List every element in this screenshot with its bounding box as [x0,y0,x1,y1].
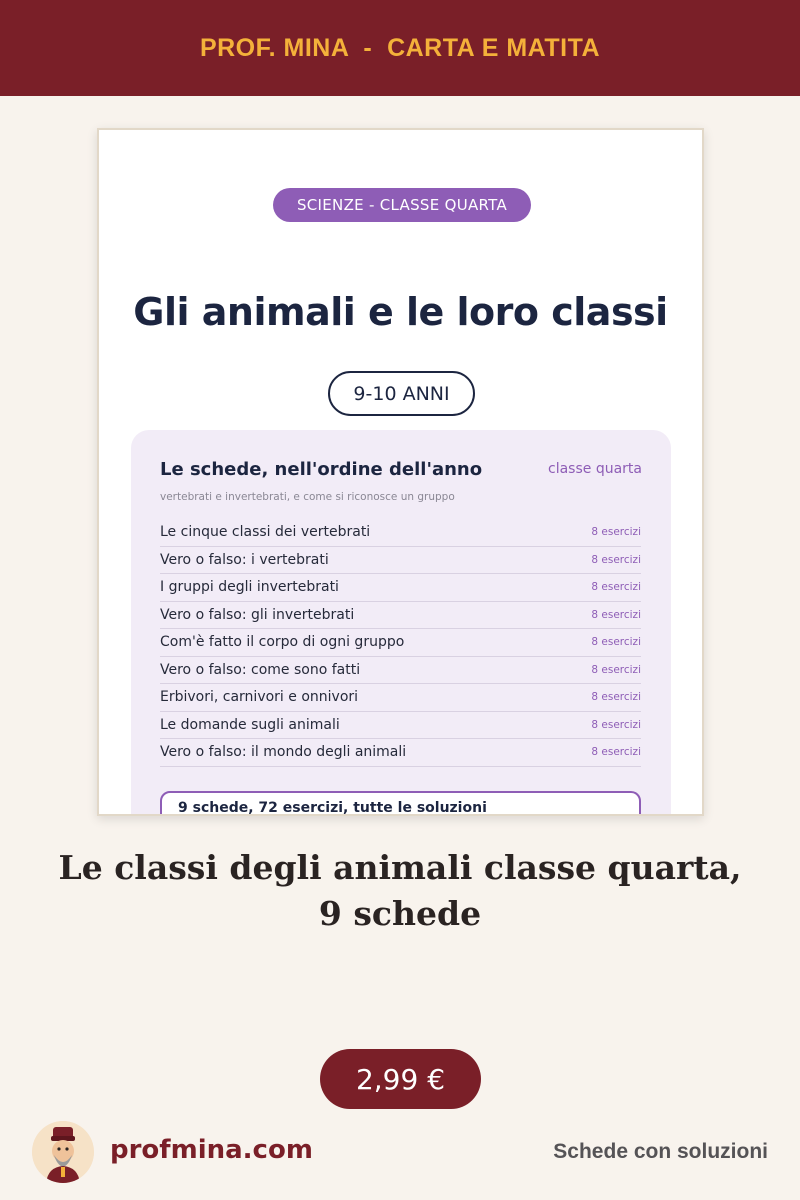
subject-tag: SCIENZE - CLASSE QUARTA [273,188,531,222]
list-item [160,574,641,602]
site-link[interactable]: profmina.com [110,1135,313,1165]
list-item-count: 8 esercizi [591,581,641,594]
list-item-count: 8 esercizi [591,746,641,759]
summary-text: 9 schede, 72 esercizi, tutte le soluzioni [178,800,487,816]
list-item-count: 8 esercizi [591,526,641,539]
list-item [160,519,641,547]
list-item [160,547,641,575]
product-preview-card[interactable] [97,128,704,816]
list-item-name: Le cinque classi dei vertebrati [160,524,371,541]
list-item [160,602,641,630]
footer-tagline: Schede con soluzioni [553,1140,768,1163]
list-item-count: 8 esercizi [591,718,641,731]
list-item-name: Vero o falso: i vertebrati [160,551,329,568]
list-item-count: 8 esercizi [591,663,641,676]
list-item-count: 8 esercizi [591,608,641,621]
worksheet-title: Gli animali e le loro classi [133,290,668,334]
teacher-avatar-icon [32,1121,94,1183]
product-title-line: Le classi degli animali classe quarta, [58,848,742,887]
product-title[interactable] [40,845,760,937]
worksheet-list [160,519,641,767]
brand-header [0,0,800,96]
list-class-tag: classe quarta [548,461,642,477]
list-item-name: I gruppi degli invertebrati [160,579,339,596]
list-item [160,657,641,685]
list-item-count: 8 esercizi [591,691,641,704]
worksheet-list-card [131,430,671,816]
list-item [160,629,641,657]
product-title-line: 9 schede [318,894,482,933]
list-item [160,684,641,712]
list-item-count: 8 esercizi [591,636,641,649]
list-item-name: Vero o falso: come sono fatti [160,661,361,678]
list-item-name: Le domande sugli animali [160,716,340,733]
list-subtitle: vertebrati e invertebrati, e come si riconosce un gruppo [160,491,455,503]
list-title: Le schede, nell'ordine dell'anno [160,459,483,480]
list-item-name: Erbivori, carnivori e onnivori [160,689,359,706]
age-badge: 9-10 ANNI [328,371,475,416]
list-item [160,739,641,767]
list-item-count: 8 esercizi [591,553,641,566]
list-item-name: Vero o falso: il mondo degli animali [160,744,407,761]
list-item-name: Com'è fatto il corpo di ogni gruppo [160,634,405,651]
list-item-name: Vero o falso: gli invertebrati [160,606,355,623]
teacher-avatar-icon-svg [32,1121,94,1183]
list-item [160,712,641,740]
price-badge[interactable]: 2,99 € [320,1049,481,1109]
summary-box [160,791,641,816]
brand-title: PROF. MINA - CARTA E MATITA [199,33,601,62]
